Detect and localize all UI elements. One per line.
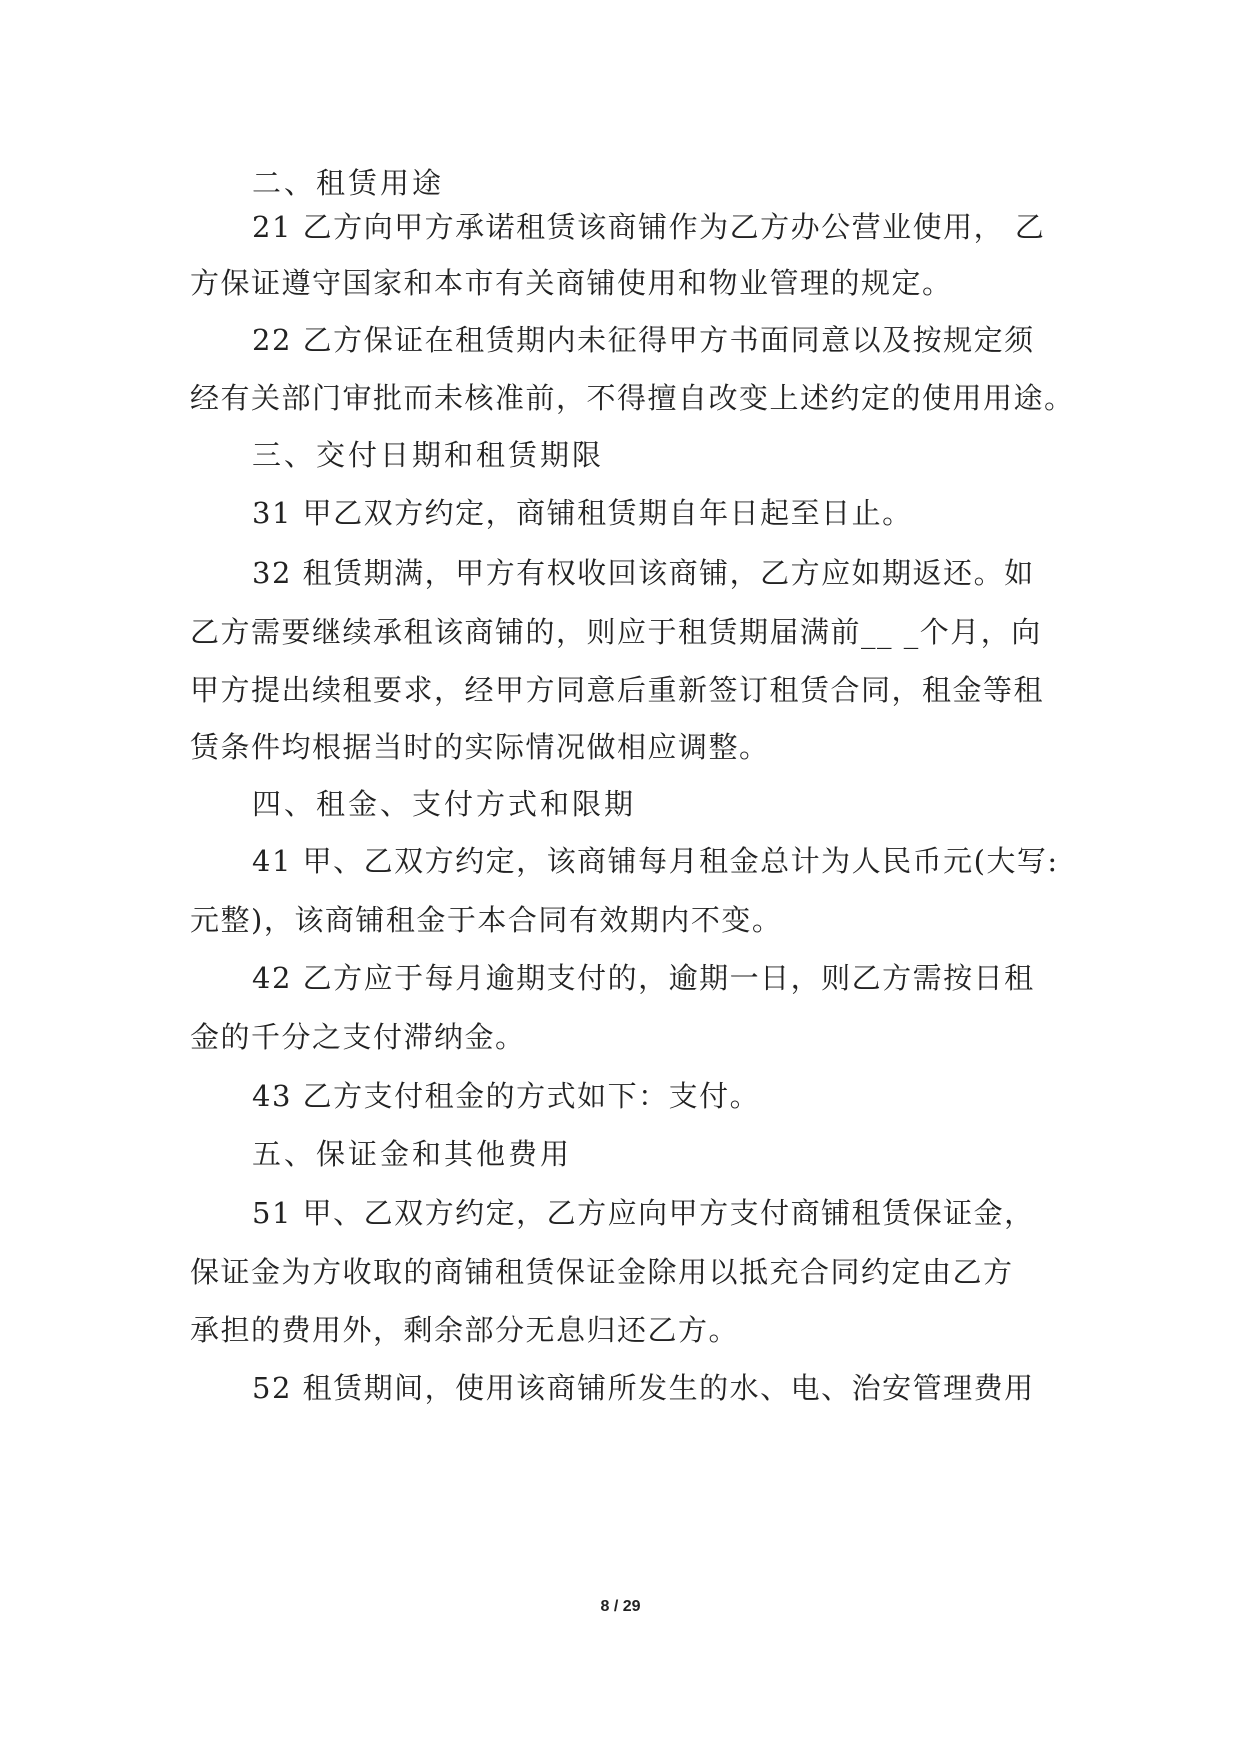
section-heading-2: 二、租赁用途 bbox=[252, 166, 445, 200]
paragraph-line: 41 甲、乙双方约定，该商铺每月租金总计为人民币元(大写: bbox=[252, 844, 1059, 878]
paragraph-line: 21 乙方向甲方承诺租赁该商铺作为乙方办公营业使用， 乙 bbox=[252, 210, 1046, 244]
page-number: 8 / 29 bbox=[600, 1598, 641, 1615]
paragraph-line: 承担的费用外，剩余部分无息归还乙方。 bbox=[190, 1313, 740, 1347]
paragraph-line: 51 甲、乙双方约定，乙方应向甲方支付商铺租赁保证金， bbox=[252, 1196, 1035, 1230]
paragraph-line: 32 租赁期满，甲方有权收回该商铺，乙方应如期返还。如 bbox=[252, 556, 1035, 590]
paragraph-line: 52 租赁期间，使用该商铺所发生的水、电、治安管理费用 bbox=[252, 1371, 1035, 1405]
paragraph-line: 乙方需要继续承租该商铺的，则应于租赁期届满前__ _个月，向 bbox=[190, 615, 1042, 649]
section-heading-5: 五、保证金和其他费用 bbox=[252, 1137, 573, 1171]
paragraph-line: 22 乙方保证在租赁期内未征得甲方书面同意以及按规定须 bbox=[252, 323, 1035, 357]
paragraph-line: 方保证遵守国家和本市有关商铺使用和物业管理的规定。 bbox=[190, 266, 953, 300]
paragraph-line: 元整)，该商铺租金于本合同有效期内不变。 bbox=[190, 903, 783, 937]
section-heading-3: 三、交付日期和租赁期限 bbox=[252, 438, 605, 472]
paragraph-line: 42 乙方应于每月逾期支付的，逾期一日，则乙方需按日租 bbox=[252, 961, 1035, 995]
paragraph-line: 金的千分之支付滞纳金。 bbox=[190, 1020, 526, 1054]
paragraph-line: 31 甲乙双方约定，商铺租赁期自年日起至日止。 bbox=[252, 496, 913, 530]
paragraph-line: 43 乙方支付租金的方式如下：支付。 bbox=[252, 1079, 761, 1113]
paragraph-line: 保证金为方收取的商铺租赁保证金除用以抵充合同约定由乙方 bbox=[190, 1255, 1014, 1289]
paragraph-line: 经有关部门审批而未核准前，不得擅自改变上述约定的使用用途。 bbox=[190, 381, 1075, 415]
section-heading-4: 四、租金、支付方式和限期 bbox=[252, 787, 637, 821]
paragraph-line: 甲方提出续租要求，经甲方同意后重新签订租赁合同，租金等租 bbox=[190, 673, 1045, 707]
paragraph-line: 赁条件均根据当时的实际情况做相应调整。 bbox=[190, 730, 770, 764]
